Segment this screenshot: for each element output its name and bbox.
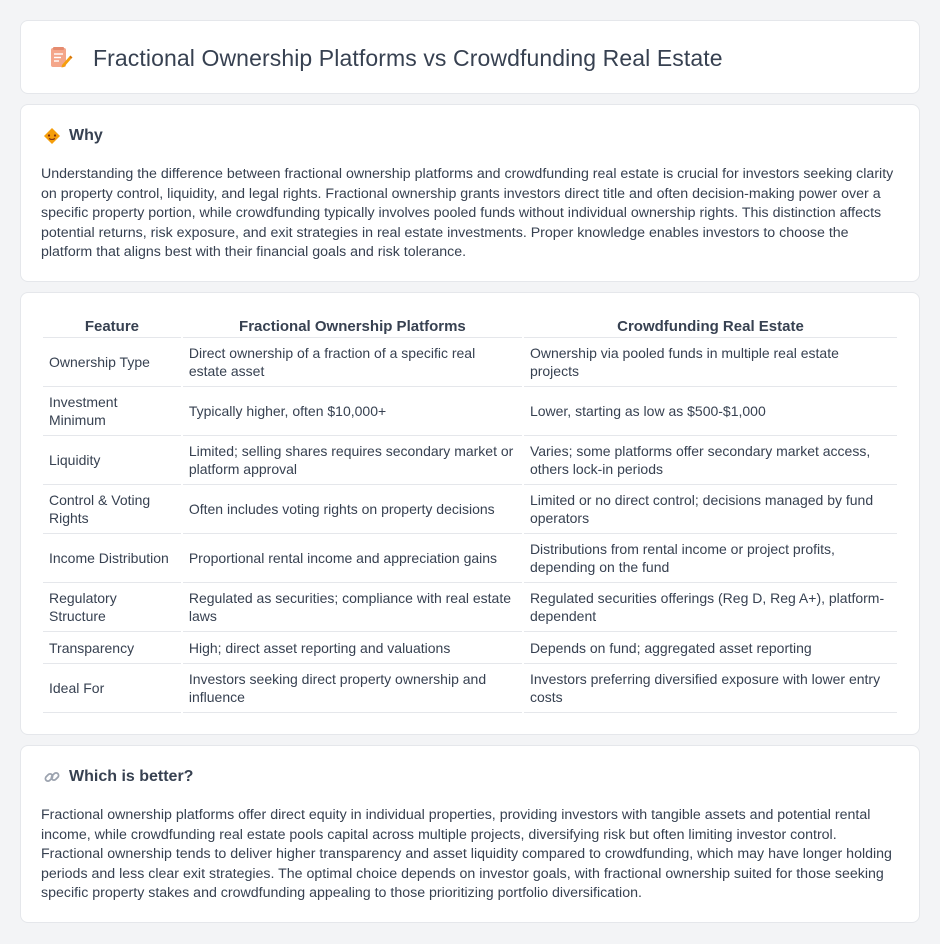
fractional-cell: Often includes voting rights on property decisions [183,485,522,534]
table-row [43,664,897,713]
crowdfunding-cell: Investors preferring diversified exposure with lower entry costs [524,664,897,713]
why-section [20,104,920,282]
feature-cell: Ideal For [43,664,181,713]
feature-cell: Transparency [43,632,181,664]
title-row [45,43,723,73]
feature-cell: Liquidity [43,436,181,485]
title-card [20,20,920,94]
fractional-cell: Limited; selling shares requires secondary market or platform approval [183,436,522,485]
fractional-cell: Regulated as securities; compliance with real estate laws [183,583,522,632]
table-row [43,338,897,387]
diamond-warning-icon [43,127,61,145]
column-header-crowdfunding: Crowdfunding Real Estate [524,316,897,338]
table-row [43,632,897,664]
fractional-cell: Typically higher, often $10,000+ [183,387,522,436]
crowdfunding-cell: Depends on fund; aggregated asset reporting [524,632,897,664]
why-heading-row [43,127,103,145]
table-row [43,534,897,583]
crowdfunding-cell: Regulated securities offerings (Reg D, Reg A+), platform-dependent [524,583,897,632]
page-title: Fractional Ownership Platforms vs Crowdfunding Real Estate [93,44,723,71]
fractional-cell: High; direct asset reporting and valuations [183,632,522,664]
crowdfunding-cell: Ownership via pooled funds in multiple real estate projects [524,338,897,387]
fractional-cell: Proportional rental income and appreciation gains [183,534,522,583]
better-heading-row [43,768,193,786]
feature-cell: Ownership Type [43,338,181,387]
better-heading: Which is better? [69,768,194,785]
feature-cell: Investment Minimum [43,387,181,436]
crowdfunding-cell: Limited or no direct control; decisions managed by fund operators [524,485,897,534]
comparison-table [41,316,899,713]
comparison-section [20,292,920,735]
crowdfunding-cell: Lower, starting as low as $500-$1,000 [524,387,897,436]
crowdfunding-cell: Varies; some platforms offer secondary market access, others lock-in periods [524,436,897,485]
table-header-row [43,316,897,338]
better-text: Fractional ownership platforms offer direct equity in individual properties, providing investors with tangible assets and potential rental income, while crowdfunding real estate pools capital across multiple projects, diversifying risk but often limiting investor control. Fractional ownership tends to deliver higher transparency and asset liquidity compared to crowdfunding, which may have longer holding periods and less clear exit strategies. The optimal choice depends on investor goals, with fractional ownership suited for those seeking specific property stakes and crowdfunding appealing to those prioritizing portfolio diversification. [41,807,892,902]
crowdfunding-cell: Distributions from rental income or project profits, depending on the fund [524,534,897,583]
why-heading: Why [69,127,103,144]
why-text: Understanding the difference between fractional ownership platforms and crowdfunding real estate is crucial for investors seeking clarity on property control, liquidity, and legal rights. Fractional ownership grants investors direct title and often decision-making power over a specific property portion, while crowdfunding typically involves pooled funds without individual ownership rights. This distinction affects potential returns, risk exposure, and exit strategies in real estate investments. Proper knowledge enables investors to choose the platform that aligns best with their financial goals and risk tolerance. [41,166,894,261]
table-row [43,436,897,485]
table-row [43,485,897,534]
fractional-cell: Investors seeking direct property ownership and influence [183,664,522,713]
column-header-feature: Feature [43,316,181,338]
better-section [20,745,920,923]
feature-cell: Regulatory Structure [43,583,181,632]
link-icon [43,768,61,786]
feature-cell: Control & Voting Rights [43,485,181,534]
table-row [43,387,897,436]
feature-cell: Income Distribution [43,534,181,583]
table-row [43,583,897,632]
document-pencil-icon [45,43,75,73]
fractional-cell: Direct ownership of a fraction of a specific real estate asset [183,338,522,387]
column-header-fractional: Fractional Ownership Platforms [183,316,522,338]
